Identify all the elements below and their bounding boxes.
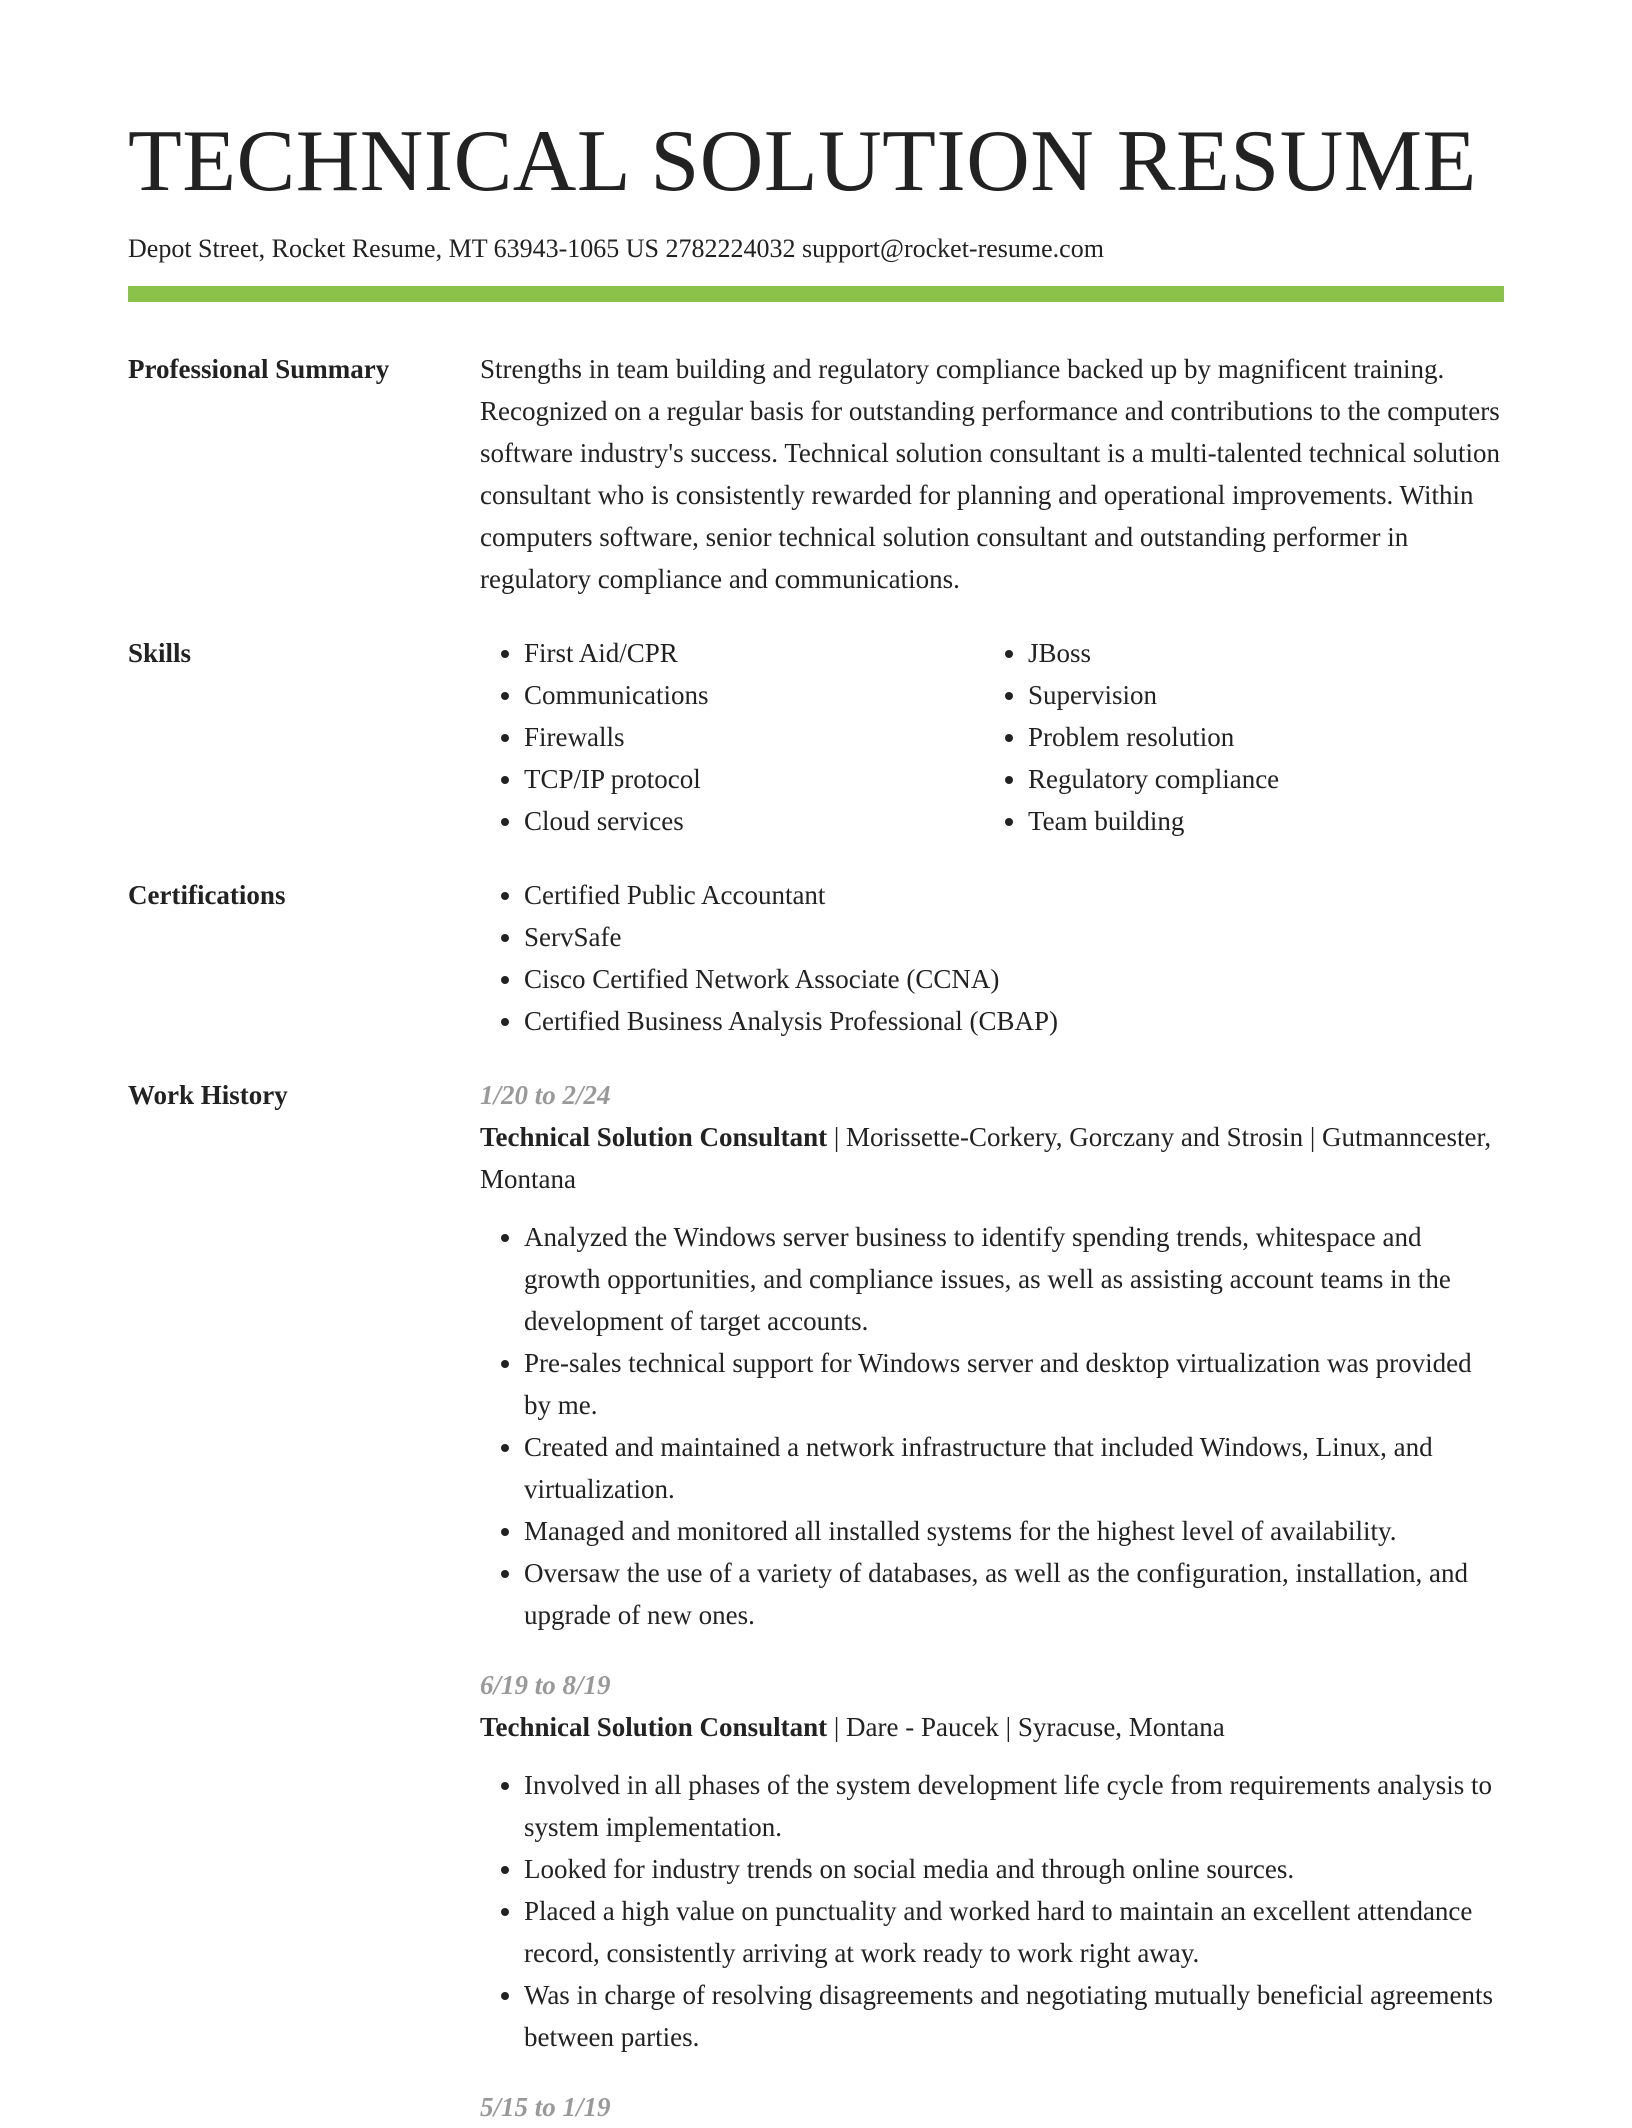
skill-item: • Communications [524,674,984,716]
work-history-heading: Work History [128,1080,288,1110]
job-entry [480,1664,1504,2058]
job-dates: 6/19 to 8/19 [480,1670,611,1700]
job-details: | Morissette-Corkery, Gorczany and Strosin | Gutmanncester, Montana [480,1122,1492,1194]
skill-item: • Cloud services [524,800,984,842]
skill-item: • First Aid/CPR [524,632,984,674]
resume-title: TECHNICAL SOLUTION RESUME [128,113,1477,210]
job-bullet: • Placed a high value on punctuality and worked hard to maintain an excellent attendance record, consistently arriving at work ready to work right away. [524,1890,1504,1974]
job-title: Technical Solution Consultant [480,1712,828,1742]
job-dates: 1/20 to 2/24 [480,1080,611,1110]
job-bullet: • Pre-sales technical support for Windows server and desktop virtualization was provided by me. [524,1342,1504,1426]
job-bullets [480,1764,1504,2058]
skills-list-right [984,632,1488,842]
job-dates: 5/15 to 1/19 [480,2092,611,2122]
certification-item: • Cisco Certified Network Associate (CCNA) [524,958,1504,1000]
skill-item: • Supervision [1028,674,1488,716]
job-bullet: • Created and maintained a network infrastructure that included Windows, Linux, and virtualization. [524,1426,1504,1510]
job-entry [480,2086,1504,2128]
job-entry [480,1074,1504,1636]
job-bullet: • Managed and monitored all installed systems for the highest level of availability. [524,1510,1504,1552]
certification-item: • ServSafe [524,916,1504,958]
job-heading [480,1706,1504,1748]
summary-text: Strengths in team building and regulatory compliance backed up by magnificent training. Recognized on a regular basis for outstanding performance and contributions to the computers software industry's success. Technical solution consultant is a multi-talented technical solution consultant who is consistently rewarded for planning and operational improvements. Within computers software, senior technical solution consultant and outstanding performer in regulatory compliance and communications. [480,354,1501,594]
job-title: Technical Solution Consultant [480,1122,828,1152]
job-bullet: • Involved in all phases of the system development life cycle from requirements analysis to system implementation. [524,1764,1504,1848]
skill-item: • Problem resolution [1028,716,1488,758]
job-bullet: • Was in charge of resolving disagreements and negotiating mutually beneficial agreements between parties. [524,1974,1504,2058]
skill-item: • Firewalls [524,716,984,758]
skill-item: • Regulatory compliance [1028,758,1488,800]
skill-item: • TCP/IP protocol [524,758,984,800]
contact-line: Depot Street, Rocket Resume, MT 63943-1065 US 2782224032 support@rocket-resume.com [128,234,1104,263]
job-bullet: • Looked for industry trends on social media and through online sources. [524,1848,1504,1890]
job-bullet: • Analyzed the Windows server business to identify spending trends, whitespace and growth opportunities, and compliance issues, as well as assisting account teams in the development of target accounts. [524,1216,1504,1342]
skill-item: • Team building [1028,800,1488,842]
certifications-heading: Certifications [128,880,286,910]
skills-list-left [480,632,984,842]
certifications-list [480,874,1504,1042]
job-bullet: • Oversaw the use of a variety of databases, as well as the configuration, installation, and upgrade of new ones. [524,1552,1504,1636]
job-details: | Dare - Paucek | Syracuse, Montana [827,1712,1225,1742]
certification-item: • Certified Public Accountant [524,874,1504,916]
summary-heading: Professional Summary [128,354,390,384]
skill-item: • JBoss [1028,632,1488,674]
job-bullets [480,1216,1504,1636]
job-heading [480,1116,1504,1200]
certification-item: • Certified Business Analysis Professional (CBAP) [524,1000,1504,1042]
header-divider [128,286,1504,302]
skills-heading: Skills [128,638,192,668]
